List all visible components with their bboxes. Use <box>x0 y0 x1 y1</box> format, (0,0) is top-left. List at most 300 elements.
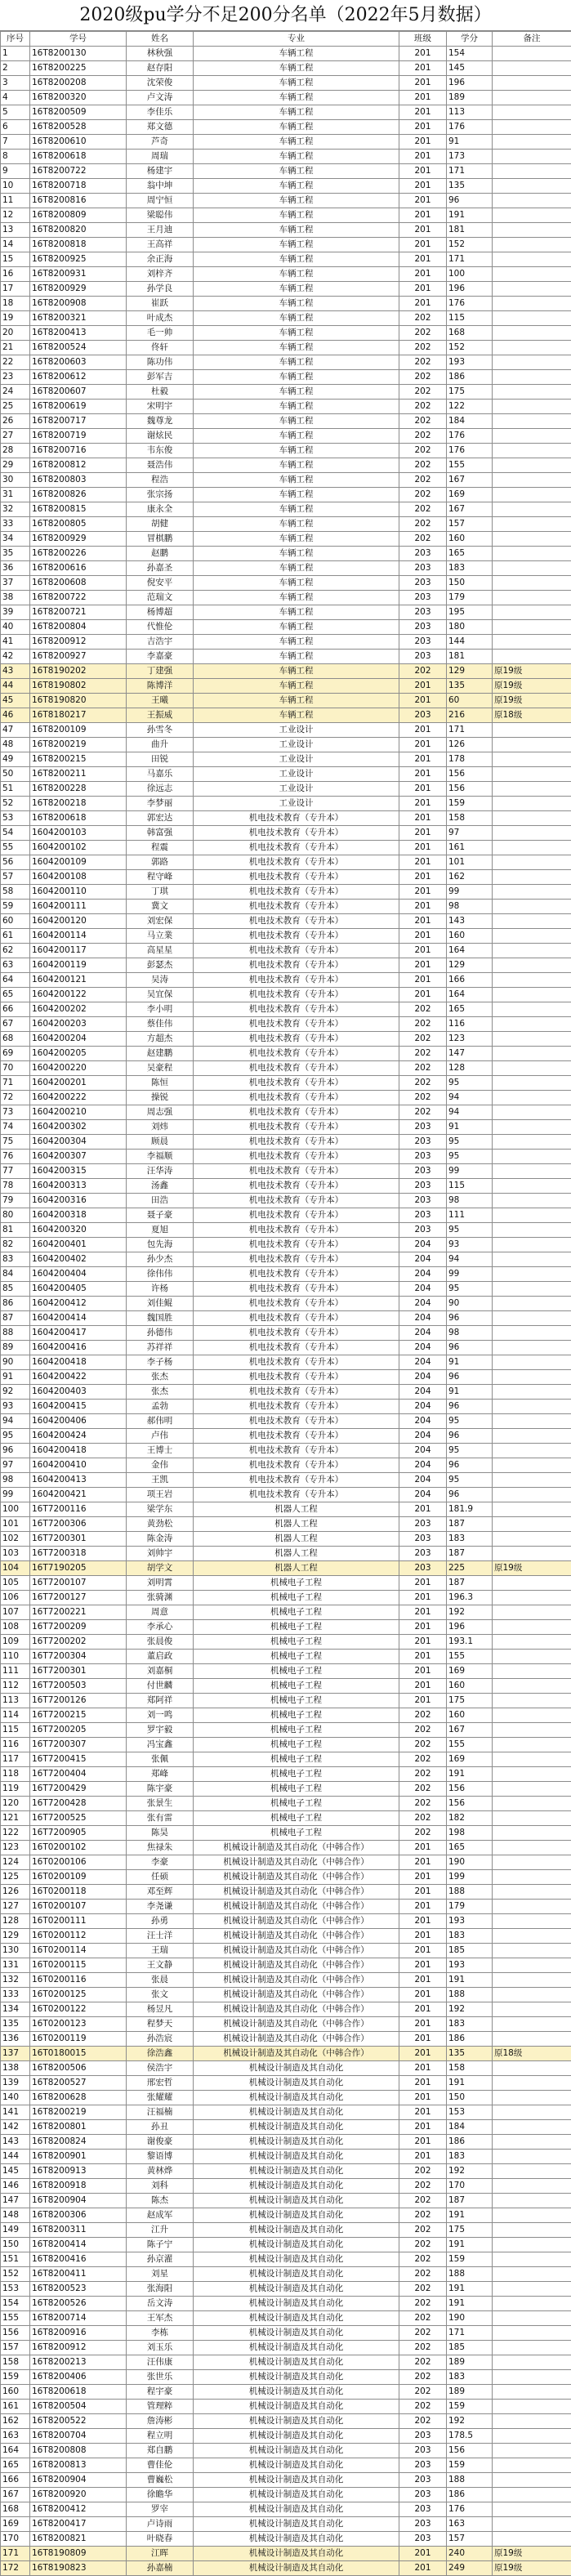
credits-cell: 240 <box>447 2547 493 2561</box>
student-name-cell: 孙雪冬 <box>127 723 194 738</box>
class-cell: 201 <box>399 2032 447 2047</box>
student-name-cell: 张骑渊 <box>127 1591 194 1605</box>
class-cell: 203 <box>399 635 447 650</box>
header-row <box>1 32 571 47</box>
student-id-cell: 16T7200301 <box>30 1664 127 1679</box>
credits-cell: 99 <box>447 885 493 900</box>
table-row <box>1 576 571 591</box>
student-name-cell: 刘一鸣 <box>127 1708 194 1723</box>
major-cell: 机械设计制造及其自动化（中韩合作） <box>194 1885 399 1900</box>
credits-cell: 157 <box>447 2532 493 2547</box>
credits-cell: 191 <box>447 1767 493 1782</box>
student-id-cell: 16T8200211 <box>30 767 127 782</box>
remark-cell <box>493 1208 571 1223</box>
row-index-cell: 37 <box>1 576 30 591</box>
major-cell: 车辆工程 <box>194 561 399 576</box>
row-index-cell: 100 <box>1 1502 30 1517</box>
class-cell: 201 <box>399 2561 447 2576</box>
major-cell: 机电技术教育（专升本） <box>194 1473 399 1488</box>
remark-cell <box>493 532 571 547</box>
major-cell: 机电技术教育（专升本） <box>194 1179 399 1194</box>
class-cell: 204 <box>399 1267 447 1282</box>
student-name-cell: 徐伟伟 <box>127 1267 194 1282</box>
credits-cell: 96 <box>447 1341 493 1355</box>
class-cell: 202 <box>399 370 447 385</box>
row-index-cell: 35 <box>1 547 30 561</box>
student-name-cell: 孙丑 <box>127 2120 194 2135</box>
remark-cell <box>493 1150 571 1164</box>
table-row <box>1 1076 571 1091</box>
student-name-cell: 詹涛彬 <box>127 2414 194 2429</box>
table-row <box>1 826 571 841</box>
student-name-cell: 黄劲松 <box>127 1517 194 1532</box>
remark-cell <box>493 885 571 900</box>
student-name-cell: 邓至辉 <box>127 1885 194 1900</box>
major-cell: 机械设计制造及其自动化 <box>194 2252 399 2267</box>
remark-cell <box>493 1135 571 1150</box>
class-cell: 201 <box>399 1576 447 1591</box>
student-name-cell: 曲升 <box>127 738 194 752</box>
table-row <box>1 223 571 238</box>
major-cell: 机电技术教育（专升本） <box>194 1091 399 1105</box>
credits-cell: 94 <box>447 1091 493 1105</box>
student-name-cell: 张耀耀 <box>127 2091 194 2105</box>
student-id-cell: 16T8200904 <box>30 2473 127 2488</box>
major-cell: 机械电子工程 <box>194 1752 399 1767</box>
credits-cell: 182 <box>447 1811 493 1826</box>
row-index-cell: 49 <box>1 752 30 767</box>
student-name-cell: 郑阿祥 <box>127 1694 194 1708</box>
student-id-cell: 16T0200107 <box>30 1900 127 1914</box>
student-id-cell: 1604200412 <box>30 1297 127 1311</box>
credits-cell: 178 <box>447 752 493 767</box>
table-row <box>1 1635 571 1650</box>
table-row <box>1 679 571 694</box>
student-id-cell: 16T7200116 <box>30 1502 127 1517</box>
remark-cell <box>493 1032 571 1047</box>
class-cell: 202 <box>399 2252 447 2267</box>
remark-cell <box>493 1076 571 1091</box>
class-cell: 201 <box>399 1929 447 1944</box>
credits-cell: 143 <box>447 914 493 929</box>
student-id-cell: 16T8200412 <box>30 2502 127 2517</box>
student-id-cell: 16T0200106 <box>30 1855 127 1870</box>
table-row <box>1 135 571 150</box>
student-name-cell: 吴豪程 <box>127 1061 194 1076</box>
student-id-cell: 16T8200526 <box>30 2297 127 2311</box>
major-cell: 机械设计制造及其自动化 <box>194 2385 399 2400</box>
remark-cell <box>493 591 571 605</box>
remark-cell <box>493 1061 571 1076</box>
student-name-cell: 王瑞 <box>127 1944 194 1958</box>
row-index-cell: 10 <box>1 179 30 194</box>
table-row <box>1 1429 571 1444</box>
table-row <box>1 2238 571 2252</box>
student-name-cell: 曹佳伦 <box>127 2458 194 2473</box>
student-id-cell: 16T8200619 <box>30 400 127 414</box>
row-index-cell: 162 <box>1 2414 30 2429</box>
major-cell: 机械设计制造及其自动化（中韩合作） <box>194 1900 399 1914</box>
remark-cell <box>493 2458 571 2473</box>
table-row <box>1 1267 571 1282</box>
class-cell: 201 <box>399 1664 447 1679</box>
major-cell: 机械电子工程 <box>194 1782 399 1797</box>
table-row <box>1 1458 571 1473</box>
remark-cell <box>493 2444 571 2458</box>
remark-cell <box>493 2179 571 2194</box>
remark-cell <box>493 1002 571 1017</box>
remark-cell <box>493 1488 571 1502</box>
major-cell: 机电技术教育（专升本） <box>194 1282 399 1297</box>
student-name-cell: 夏旭 <box>127 1223 194 1238</box>
major-cell: 车辆工程 <box>194 444 399 458</box>
student-id-cell: 16T8200804 <box>30 620 127 635</box>
student-name-cell: 李豪 <box>127 1855 194 1870</box>
remark-cell <box>493 1282 571 1297</box>
class-cell: 201 <box>399 105 447 120</box>
table-row <box>1 2223 571 2238</box>
class-cell: 201 <box>399 282 447 297</box>
remark-cell <box>493 2326 571 2341</box>
major-cell: 机电技术教育（专升本） <box>194 1326 399 1341</box>
remark-cell <box>493 1767 571 1782</box>
table-row <box>1 929 571 944</box>
student-id-cell: 16T8200808 <box>30 2444 127 2458</box>
class-cell: 203 <box>399 1120 447 1135</box>
student-id-cell: 1604200121 <box>30 973 127 988</box>
table-row <box>1 1782 571 1797</box>
major-cell: 车辆工程 <box>194 238 399 252</box>
student-id-cell: 1604200109 <box>30 855 127 870</box>
credits-cell: 165 <box>447 1841 493 1855</box>
credits-cell: 123 <box>447 1032 493 1047</box>
student-name-cell: 马嘉乐 <box>127 767 194 782</box>
major-cell: 机器人工程 <box>194 1561 399 1576</box>
table-row <box>1 76 571 91</box>
remark-cell: 原18级 <box>493 708 571 723</box>
class-cell: 201 <box>399 297 447 311</box>
row-index-cell: 104 <box>1 1561 30 1576</box>
student-name-cell: 田浩 <box>127 1194 194 1208</box>
row-index-cell: 88 <box>1 1326 30 1341</box>
class-cell: 201 <box>399 267 447 282</box>
student-name-cell: 赵成军 <box>127 2208 194 2223</box>
credits-cell: 96 <box>447 1370 493 1385</box>
table-row <box>1 179 571 194</box>
remark-cell <box>493 2429 571 2444</box>
class-cell: 201 <box>399 252 447 267</box>
class-cell: 202 <box>399 502 447 517</box>
table-row <box>1 326 571 341</box>
credits-cell: 135 <box>447 179 493 194</box>
class-cell: 201 <box>399 1855 447 1870</box>
student-name-cell: 李子杨 <box>127 1355 194 1370</box>
major-cell: 机械设计制造及其自动化 <box>194 2297 399 2311</box>
credits-cell: 191 <box>447 208 493 223</box>
credits-cell: 192 <box>447 1605 493 1620</box>
remark-cell <box>493 650 571 664</box>
class-cell: 203 <box>399 2532 447 2547</box>
student-name-cell: 黎语博 <box>127 2150 194 2164</box>
student-id-cell: 16T8200918 <box>30 2179 127 2194</box>
class-cell: 201 <box>399 1605 447 1620</box>
row-index-cell: 142 <box>1 2120 30 2135</box>
student-name-cell: 张佩 <box>127 1752 194 1767</box>
student-name-cell: 汤鑫 <box>127 1179 194 1194</box>
row-index-cell: 128 <box>1 1914 30 1929</box>
remark-cell <box>493 2267 571 2282</box>
class-cell: 201 <box>399 782 447 797</box>
credits-cell: 159 <box>447 2458 493 2473</box>
major-cell: 机械设计制造及其自动化 <box>194 2400 399 2414</box>
row-index-cell: 3 <box>1 76 30 91</box>
table-row <box>1 1517 571 1532</box>
row-index-cell: 36 <box>1 561 30 576</box>
student-name-cell: 孙嘉圣 <box>127 561 194 576</box>
row-index-cell: 13 <box>1 223 30 238</box>
credits-cell: 225 <box>447 1561 493 1576</box>
credits-cell: 171 <box>447 252 493 267</box>
class-cell: 201 <box>399 2047 447 2061</box>
major-cell: 机械电子工程 <box>194 1708 399 1723</box>
credits-cell: 183 <box>447 561 493 576</box>
row-index-cell: 103 <box>1 1547 30 1561</box>
student-name-cell: 倪安平 <box>127 576 194 591</box>
row-index-cell: 40 <box>1 620 30 635</box>
credits-cell: 184 <box>447 414 493 429</box>
student-id-cell: 16T0200118 <box>30 1885 127 1900</box>
class-cell: 201 <box>399 1650 447 1664</box>
major-cell: 车辆工程 <box>194 76 399 91</box>
credits-cell: 98 <box>447 1194 493 1208</box>
credits-cell: 193 <box>447 355 493 370</box>
row-index-cell: 135 <box>1 2017 30 2032</box>
credits-cell: 96 <box>447 1429 493 1444</box>
major-cell: 车辆工程 <box>194 355 399 370</box>
class-cell: 204 <box>399 1282 447 1297</box>
student-name-cell: 汪华涛 <box>127 1164 194 1179</box>
student-name-cell: 丁建强 <box>127 664 194 679</box>
table-row <box>1 1914 571 1929</box>
class-cell: 204 <box>399 1311 447 1326</box>
row-index-cell: 56 <box>1 855 30 870</box>
credits-cell: 115 <box>447 311 493 326</box>
student-name-cell: 杨昱凡 <box>127 2002 194 2017</box>
row-index-cell: 30 <box>1 473 30 488</box>
credits-cell: 183 <box>447 1532 493 1547</box>
class-cell: 202 <box>399 1017 447 1032</box>
major-cell: 机械设计制造及其自动化（中韩合作） <box>194 2017 399 2032</box>
student-name-cell: 高星星 <box>127 944 194 958</box>
row-index-cell: 71 <box>1 1076 30 1091</box>
credits-cell: 100 <box>447 267 493 282</box>
major-cell: 机械设计制造及其自动化（中韩合作） <box>194 1914 399 1929</box>
class-cell: 201 <box>399 1914 447 1929</box>
row-index-cell: 45 <box>1 694 30 708</box>
student-name-cell: 胡健 <box>127 517 194 532</box>
row-index-cell: 102 <box>1 1532 30 1547</box>
credits-cell: 98 <box>447 1326 493 1341</box>
credits-cell: 115 <box>447 1179 493 1194</box>
student-name-cell: 陈恒 <box>127 1076 194 1091</box>
class-cell: 202 <box>399 2194 447 2208</box>
student-name-cell: 谢俊豪 <box>127 2135 194 2150</box>
credits-cell: 156 <box>447 767 493 782</box>
remark-cell <box>493 1547 571 1561</box>
remark-cell <box>493 2341 571 2355</box>
remark-cell <box>493 2164 571 2179</box>
remark-cell <box>493 2488 571 2502</box>
student-name-cell: 康永全 <box>127 502 194 517</box>
major-cell: 车辆工程 <box>194 135 399 150</box>
major-cell: 机电技术教育（专升本） <box>194 1488 399 1502</box>
table-row <box>1 1929 571 1944</box>
remark-cell <box>493 797 571 811</box>
table-row <box>1 61 571 76</box>
student-name-cell: 吴涛 <box>127 973 194 988</box>
row-index-cell: 171 <box>1 2547 30 2561</box>
credits-cell: 157 <box>447 517 493 532</box>
row-index-cell: 2 <box>1 61 30 76</box>
credits-cell: 192 <box>447 2002 493 2017</box>
student-id-cell: 16T8200618 <box>30 150 127 164</box>
student-name-cell: 黄林烨 <box>127 2164 194 2179</box>
credits-cell: 135 <box>447 2047 493 2061</box>
table-row <box>1 782 571 797</box>
credits-cell: 171 <box>447 723 493 738</box>
credits-cell: 196 <box>447 1620 493 1635</box>
remark-cell <box>493 929 571 944</box>
credits-cell: 91 <box>447 1120 493 1135</box>
credits-cell: 128 <box>447 1061 493 1076</box>
credits-cell: 188 <box>447 1988 493 2002</box>
student-name-cell: 程浩 <box>127 473 194 488</box>
row-index-cell: 51 <box>1 782 30 797</box>
row-index-cell: 90 <box>1 1355 30 1370</box>
student-name-cell: 翁中坤 <box>127 179 194 194</box>
row-index-cell: 4 <box>1 91 30 105</box>
table-row <box>1 517 571 532</box>
major-cell: 车辆工程 <box>194 591 399 605</box>
student-name-cell: 聂子豪 <box>127 1208 194 1223</box>
student-name-cell: 汪福楠 <box>127 2105 194 2120</box>
row-index-cell: 92 <box>1 1385 30 1400</box>
class-cell: 204 <box>399 1297 447 1311</box>
major-cell: 机械电子工程 <box>194 1694 399 1708</box>
table-row <box>1 1473 571 1488</box>
class-cell: 202 <box>399 2208 447 2223</box>
row-index-cell: 93 <box>1 1400 30 1414</box>
student-name-cell: 王高祥 <box>127 238 194 252</box>
table-row <box>1 91 571 105</box>
student-name-cell: 张晨俊 <box>127 1635 194 1650</box>
major-cell: 机电技术教育（专升本） <box>194 1400 399 1414</box>
student-id-cell: 16T8200411 <box>30 2267 127 2282</box>
credits-cell: 179 <box>447 1900 493 1914</box>
student-name-cell: 叶成杰 <box>127 311 194 326</box>
student-id-cell: 16T8200901 <box>30 2150 127 2164</box>
remark-cell <box>493 2032 571 2047</box>
row-index-cell: 6 <box>1 120 30 135</box>
remark-cell <box>493 1885 571 1900</box>
major-cell: 机电技术教育（专升本） <box>194 1002 399 1017</box>
remark-cell: 原19级 <box>493 2561 571 2576</box>
major-cell: 车辆工程 <box>194 532 399 547</box>
major-cell: 机械设计制造及其自动化 <box>194 2517 399 2532</box>
major-cell: 机械设计制造及其自动化 <box>194 2473 399 2488</box>
row-index-cell: 74 <box>1 1120 30 1135</box>
row-index-cell: 96 <box>1 1444 30 1458</box>
student-id-cell: 16T8190809 <box>30 2547 127 2561</box>
remark-cell <box>493 1047 571 1061</box>
class-cell: 201 <box>399 223 447 238</box>
row-index-cell: 33 <box>1 517 30 532</box>
student-id-cell: 16T8200920 <box>30 2488 127 2502</box>
student-id-cell: 16T8200610 <box>30 135 127 150</box>
credits-cell: 126 <box>447 738 493 752</box>
credits-cell: 183 <box>447 1929 493 1944</box>
major-cell: 车辆工程 <box>194 120 399 135</box>
table-row <box>1 1738 571 1752</box>
student-id-cell: 16T8200208 <box>30 76 127 91</box>
student-id-cell: 16T7200202 <box>30 1635 127 1650</box>
credits-cell: 116 <box>447 1017 493 1032</box>
table-row <box>1 738 571 752</box>
student-id-cell: 1604200418 <box>30 1444 127 1458</box>
student-id-cell: 16T8200321 <box>30 311 127 326</box>
student-id-cell: 16T7200306 <box>30 1517 127 1532</box>
major-cell: 机械设计制造及其自动化 <box>194 2547 399 2561</box>
student-id-cell: 1604200416 <box>30 1341 127 1355</box>
credits-cell: 186 <box>447 2032 493 2047</box>
credits-cell: 90 <box>447 1297 493 1311</box>
remark-cell: 原19级 <box>493 664 571 679</box>
table-row <box>1 1150 571 1164</box>
remark-cell: 原18级 <box>493 2047 571 2061</box>
remark-cell <box>493 1738 571 1752</box>
class-cell: 201 <box>399 855 447 870</box>
student-id-cell: 16T0200123 <box>30 2017 127 2032</box>
table-row <box>1 164 571 179</box>
credits-cell: 199 <box>447 1870 493 1885</box>
credits-cell: 160 <box>447 929 493 944</box>
student-name-cell: 李梦丽 <box>127 797 194 811</box>
student-name-cell: 叶晓春 <box>127 2532 194 2547</box>
row-index-cell: 131 <box>1 1958 30 1973</box>
row-index-cell: 147 <box>1 2194 30 2208</box>
row-index-cell: 68 <box>1 1032 30 1047</box>
major-cell: 工业设计 <box>194 738 399 752</box>
major-cell: 车辆工程 <box>194 502 399 517</box>
class-cell: 202 <box>399 532 447 547</box>
row-index-cell: 19 <box>1 311 30 326</box>
remark-cell <box>493 208 571 223</box>
major-cell: 机械设计制造及其自动化（中韩合作） <box>194 2047 399 2061</box>
student-name-cell: 郑自鹏 <box>127 2444 194 2458</box>
student-id-cell: 16T0200102 <box>30 1841 127 1855</box>
remark-cell <box>493 958 571 973</box>
row-index-cell: 112 <box>1 1679 30 1694</box>
student-id-cell: 16T7200429 <box>30 1782 127 1797</box>
credits-cell: 159 <box>447 2252 493 2267</box>
row-index-cell: 161 <box>1 2400 30 2414</box>
remark-cell <box>493 2061 571 2076</box>
row-index-cell: 22 <box>1 355 30 370</box>
major-cell: 机械设计制造及其自动化（中韩合作） <box>194 1958 399 1973</box>
remark-cell <box>493 1179 571 1194</box>
major-cell: 机电技术教育（专升本） <box>194 841 399 855</box>
student-name-cell: 王军杰 <box>127 2311 194 2326</box>
